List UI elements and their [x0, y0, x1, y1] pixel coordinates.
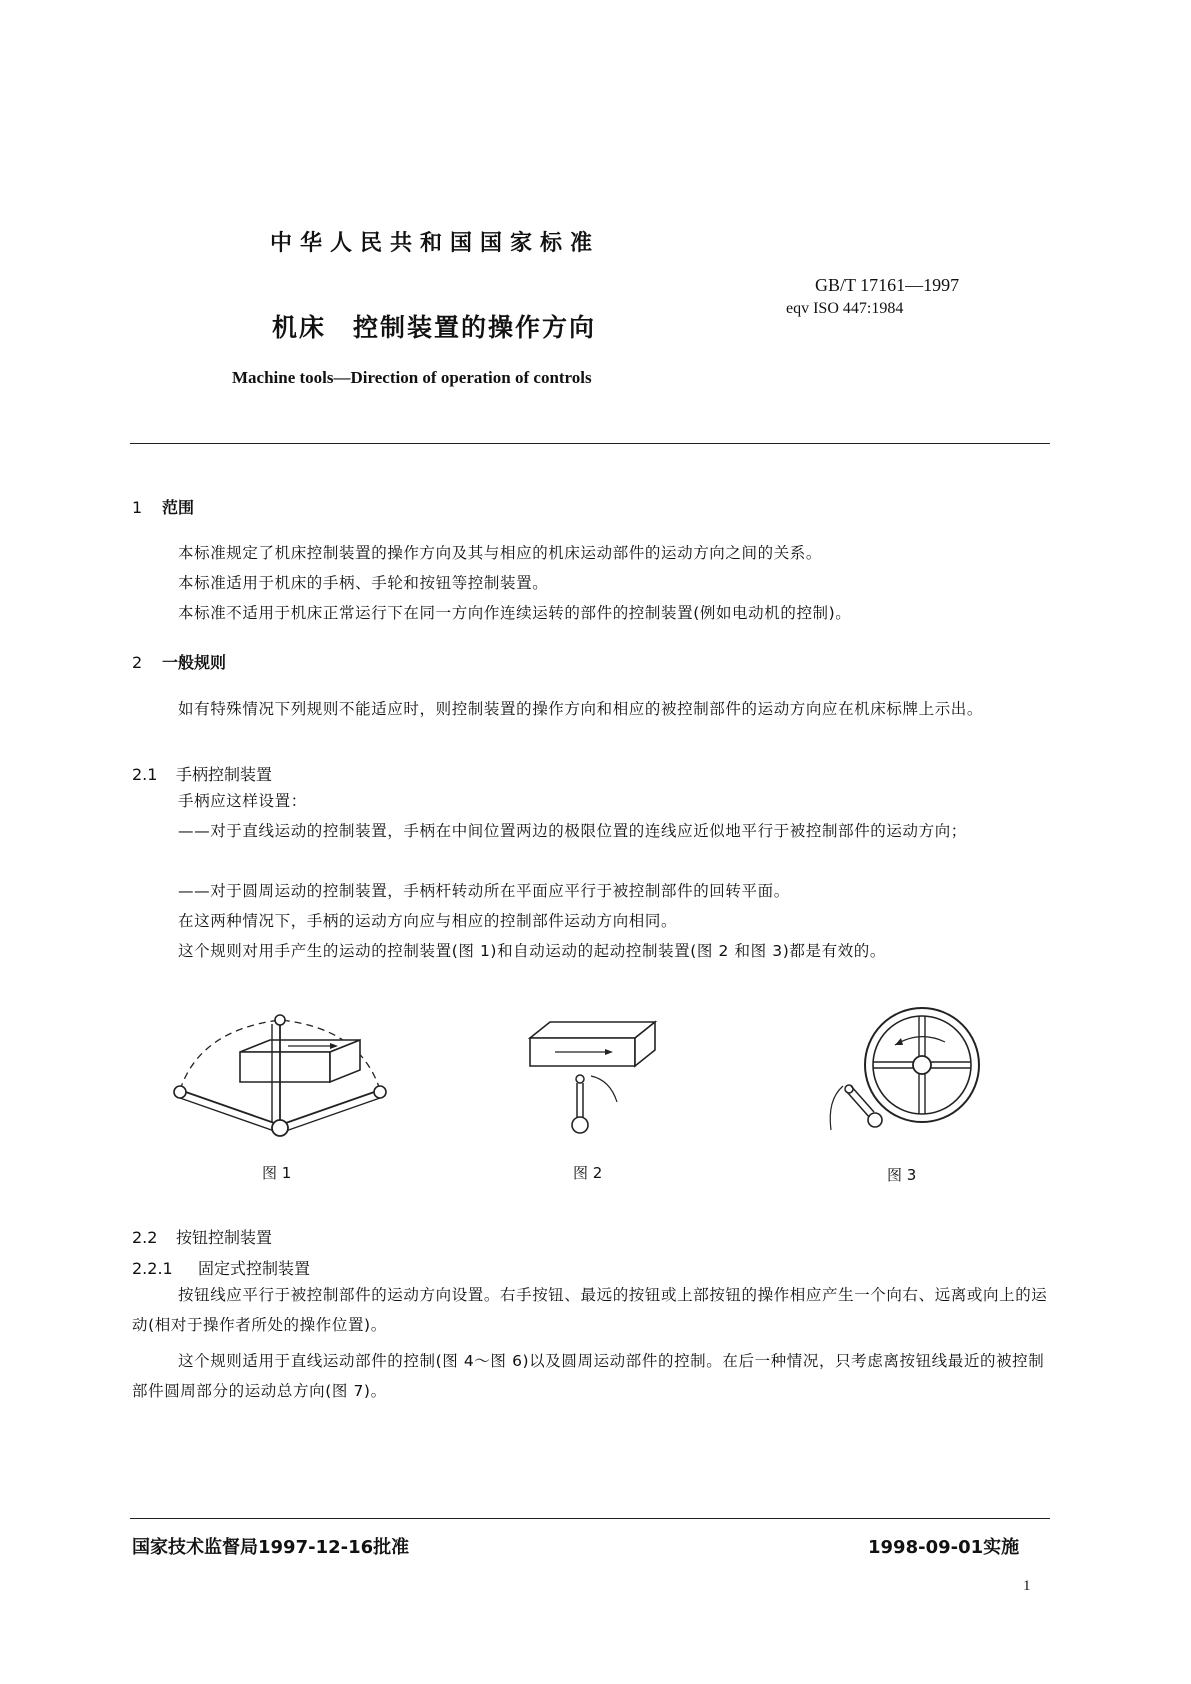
footer-divider: [130, 1518, 1050, 1519]
section-number: 2.1: [132, 765, 158, 784]
standard-number: GB/T 17161—1997: [815, 275, 960, 295]
paragraph: 在这两种情况下，手柄的运动方向应与相应的控制部件运动方向相同。: [178, 912, 678, 930]
header-divider: [130, 443, 1050, 444]
paragraph: 按钮线应平行于被控制部件的运动方向设置。右手按钮、最远的按钮或上部按钮的操作相应产生一个向右、远离或向上的运动(相对于操作者所处的操作位置)。: [132, 1286, 1048, 1334]
section-title: 一般规则: [162, 653, 227, 672]
figure-3-handwheel: [815, 1000, 995, 1140]
section-title: 范围: [162, 498, 195, 517]
paragraph: ——对于圆周运动的控制装置，手柄杆转动所在平面应平行于被控制部件的回转平面。: [178, 882, 790, 900]
section-2-2-1-heading: [132, 1256, 310, 1279]
figure-3-caption: 图 3: [887, 1166, 917, 1184]
section-number: 2.2.1: [132, 1259, 173, 1278]
paragraph: 这个规则对用手产生的运动的控制装置(图 1)和自动运动的起动控制装置(图 2 和图 3)都是有效的。: [178, 942, 886, 960]
section-number: 1: [132, 498, 143, 517]
section-title: 固定式控制装置: [198, 1259, 311, 1278]
page-number: 1: [1023, 1578, 1031, 1594]
implementation-date: 1998-09-01实施: [868, 1537, 1020, 1558]
section-2-heading: [132, 650, 226, 673]
section-2-1-heading: [132, 762, 272, 785]
section-number: 2: [132, 653, 143, 672]
figure-2-start-control: [525, 1010, 665, 1140]
national-standard-label: 中华人民共和国国家标准: [270, 231, 601, 256]
title-chinese: 机床 控制装置的操作方向: [272, 313, 597, 342]
paragraph: 本标准适用于机床的手柄、手轮和按钮等控制装置。: [178, 574, 549, 592]
section-1-heading: [132, 495, 194, 518]
figure-1-handle-linear: [170, 1010, 400, 1140]
figure-1-caption: 图 1: [262, 1164, 292, 1182]
paragraph: 手柄应这样设置：: [178, 792, 307, 810]
approval-date: 国家技术监督局1997-12-16批准: [132, 1537, 410, 1558]
paragraph: 本标准规定了机床控制装置的操作方向及其与相应的机床运动部件的运动方向之间的关系。: [178, 544, 823, 562]
section-2-2-heading: [132, 1225, 272, 1248]
section-title: 手柄控制装置: [176, 765, 273, 784]
equivalence-label: eqv ISO 447:1984: [786, 300, 904, 317]
paragraph: ——对于直线运动的控制装置，手柄在中间位置两边的极限位置的连线应近似地平行于被控制部件的运动方向；: [178, 822, 967, 840]
paragraph: 本标准不适用于机床正常运行下在同一方向作连续运转的部件的控制装置(例如电动机的控制)。: [178, 604, 852, 622]
paragraph: 如有特殊情况下列规则不能适应时，则控制装置的操作方向和相应的被控制部件的运动方向应在机床标牌上示出。: [178, 700, 984, 718]
section-number: 2.2: [132, 1228, 158, 1247]
figure-2-caption: 图 2: [573, 1164, 603, 1182]
paragraph: 这个规则适用于直线运动部件的控制(图 4～图 6)以及圆周运动部件的控制。在后一种情况，只考虑离按钮线最近的被控制部件圆周部分的运动总方向(图 7)。: [132, 1352, 1045, 1400]
title-english: Machine tools—Direction of operation of controls: [232, 368, 592, 387]
section-title: 按钮控制装置: [176, 1228, 273, 1247]
